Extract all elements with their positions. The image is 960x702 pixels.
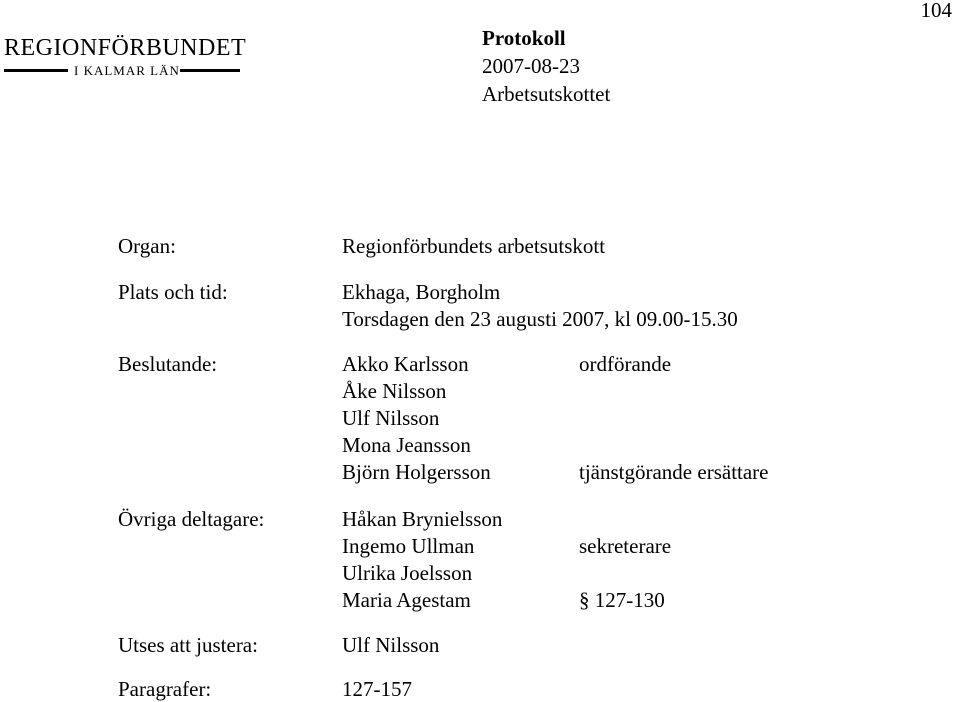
paragrafer-label: Paragrafer: xyxy=(118,677,212,701)
beslutande-member: Åke Nilsson xyxy=(342,379,447,403)
organ-value: Regionförbundets arbetsutskott xyxy=(342,234,606,258)
beslutande-member: Mona Jeansson xyxy=(342,433,471,457)
page-number: 104 xyxy=(920,0,952,22)
ovriga-member: Maria Agestam xyxy=(342,588,471,612)
logo-rule-left xyxy=(4,69,68,72)
justera-label: Utses att justera: xyxy=(118,633,258,657)
ovriga-role: § 127-130 xyxy=(579,588,665,612)
document-body: Arbetsutskottet xyxy=(482,82,611,106)
ovriga-role: sekreterare xyxy=(579,534,672,558)
beslutande-role: tjänstgörande ersättare xyxy=(579,460,769,484)
logo-rule-right xyxy=(180,69,240,72)
logo-wordmark: REGIONFÖRBUNDET xyxy=(4,35,247,61)
document-date: 2007-08-23 xyxy=(482,54,580,78)
ovriga-member: Håkan Brynielsson xyxy=(342,507,503,531)
logo-subtitle: I KALMAR LÄN xyxy=(74,63,180,78)
beslutande-role: ordförande xyxy=(579,352,672,376)
beslutande-member: Akko Karlsson xyxy=(342,352,469,376)
document-header xyxy=(482,24,610,108)
place-time: Torsdagen den 23 augusti 2007, kl 09.00-15.30 xyxy=(342,307,738,331)
beslutande-member: Björn Holgersson xyxy=(342,460,491,484)
ovriga-label: Övriga deltagare: xyxy=(118,507,265,531)
logo xyxy=(4,35,247,78)
ovriga-member: Ingemo Ullman xyxy=(342,534,475,558)
justera-value: Ulf Nilsson xyxy=(342,633,440,657)
place-location: Ekhaga, Borgholm xyxy=(342,280,501,304)
organ-label: Organ: xyxy=(118,234,176,258)
paragrafer-value: 127-157 xyxy=(342,677,412,701)
place-label: Plats och tid: xyxy=(118,280,228,304)
document-title: Protokoll xyxy=(482,26,566,50)
ovriga-member: Ulrika Joelsson xyxy=(342,561,473,585)
beslutande-label: Beslutande: xyxy=(118,352,218,376)
beslutande-member: Ulf Nilsson xyxy=(342,406,440,430)
